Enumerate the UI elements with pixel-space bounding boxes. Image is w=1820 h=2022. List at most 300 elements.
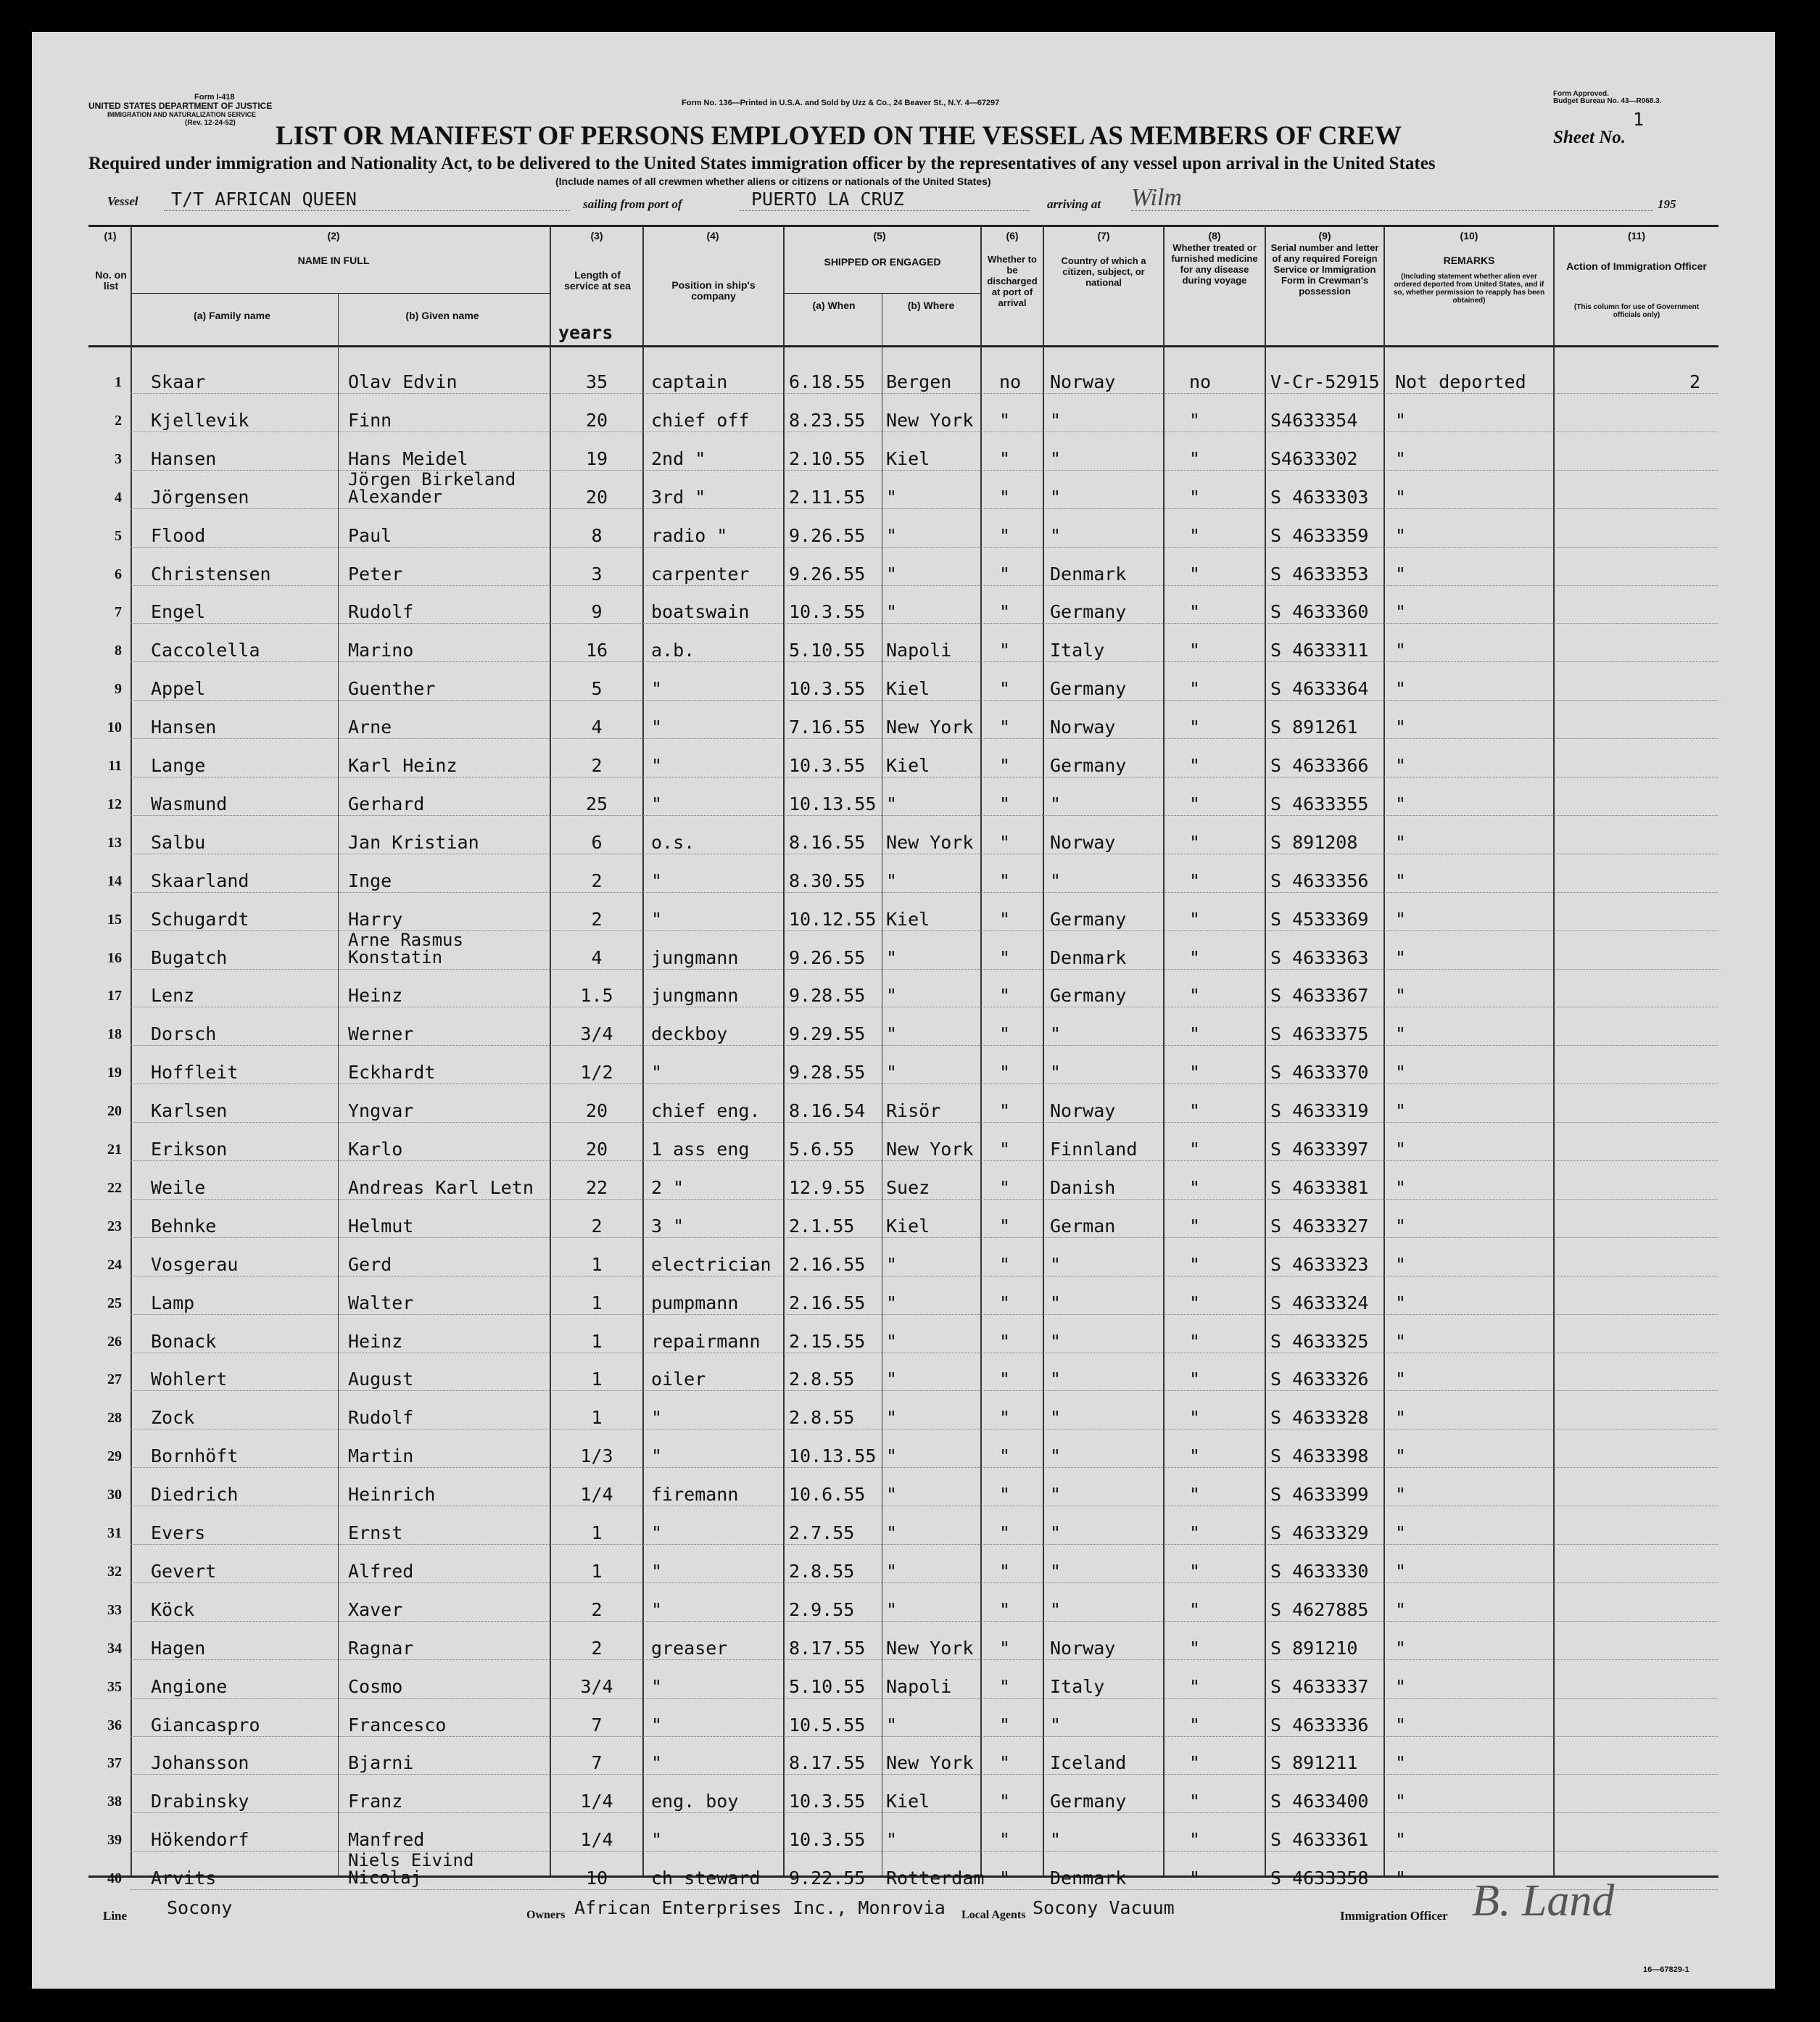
cell-when: 2.9.55 [789,1599,855,1620]
col5-header: SHIPPED OR ENGAGED [824,256,941,268]
cell-discharge: no [999,371,1022,392]
cell-serial: S 4633399 [1270,1484,1369,1505]
cell-family: Hansen [151,448,217,469]
cell-given: Alfred [348,1561,414,1582]
cell-discharge: " [999,1369,1011,1390]
form-title: LIST OR MANIFEST OF PERSONS EMPLOYED ON THE VESSEL AS MEMBERS OF CREW [276,121,1402,151]
cell-remarks: " [1395,1407,1407,1428]
row-number: 14 [107,873,122,889]
cell-discharge: " [999,1599,1011,1620]
cell-remarks: " [1395,640,1407,661]
cell-family: Johansson [151,1752,249,1773]
cell-given: Francesco [348,1714,447,1736]
cell-medicine: " [1189,832,1201,853]
cell-country: " [1050,525,1062,546]
cell-where: Bergen [886,371,952,392]
cell-given: Helmut [348,1216,414,1237]
cell-given: Finn [348,410,392,431]
cell-where: " [886,1407,898,1428]
col4-num: (4) [706,230,719,242]
cell-position: 3rd " [651,487,706,508]
cell-given: Rudolf [348,601,414,622]
cell-where: " [886,1292,898,1313]
cell-remarks: " [1395,755,1407,776]
cell-country: " [1050,1714,1062,1736]
cell-years: 2 [591,1599,603,1620]
cell-years: 1/3 [580,1445,613,1466]
cell-remarks: " [1395,832,1407,853]
cell-when: 10.5.55 [789,1714,866,1736]
cell-years: 4 [591,717,603,738]
cell-serial: S 891261 [1270,717,1358,738]
cell-given: Rudolf [348,1407,414,1428]
cell-where: Kiel [886,448,930,469]
cell-position: a.b. [651,640,695,661]
cell-when: 9.28.55 [789,1062,866,1083]
sailing-port: PUERTO LA CRUZ [751,189,904,210]
cell-family: Köck [151,1599,195,1620]
cell-remarks: " [1395,1561,1407,1582]
cell-given: Karl Heinz [348,755,458,776]
cell-country: Denmark [1050,1868,1127,1889]
revision: (Rev. 12-24-52) [185,119,236,127]
col6-header: Whether to be discharged at port of arrival [987,254,1038,308]
row-number: 32 [107,1564,122,1580]
cell-given: Gerhard [348,793,425,814]
cell-remarks: " [1395,1752,1407,1773]
cell-medicine: " [1189,1599,1201,1620]
cell-serial: S 4627885 [1270,1599,1369,1620]
cell-when: 10.3.55 [789,1791,866,1812]
cell-serial: S 4633323 [1270,1254,1369,1275]
cell-serial: S 891210 [1270,1638,1358,1659]
col1-num: (1) [104,230,117,242]
col10-num: (10) [1460,230,1478,242]
row-number: 20 [107,1103,122,1119]
cell-country: Norway [1050,1638,1116,1659]
cell-serial: S 4633327 [1270,1216,1369,1237]
cell-family: Evers [151,1522,206,1543]
cell-serial: S 4633311 [1270,640,1369,661]
col7-num: (7) [1097,230,1110,242]
row-number: 26 [107,1334,122,1350]
sheet-number: 1 [1633,109,1645,130]
footer-code: 16—67829-1 [1643,1965,1689,1974]
cell-country: " [1050,1445,1062,1466]
vessel-label: Vessel [107,194,138,208]
row-rule [131,1582,1718,1583]
cell-medicine: " [1189,1676,1201,1697]
cell-position: carpenter [651,564,750,585]
cell-discharge: " [999,1829,1011,1850]
line-label: Line [103,1909,128,1923]
agents-label: Local Agents [961,1909,1026,1921]
row-rule [131,1544,1718,1545]
row-number: 24 [107,1257,122,1273]
cell-medicine: " [1189,1062,1201,1083]
cell-where: Napoli [886,1676,952,1697]
col10-note: (Including statement whether alien ever ordered deported from United States, and if so, whether permission to reapply has been obtained) [1393,273,1545,305]
cell-given: Ragnar [348,1638,414,1659]
cell-position: o.s. [651,832,695,853]
cell-country: " [1050,1369,1062,1390]
row-number: 5 [115,528,122,544]
cell-serial: S 4633330 [1270,1561,1369,1582]
row-number: 31 [107,1525,122,1541]
cell-when: 10.3.55 [789,601,866,622]
cell-serial: S 4633329 [1270,1522,1369,1543]
cell-years: 16 [585,640,608,661]
cell-when: 2.8.55 [789,1369,855,1390]
cell-discharge: " [999,1791,1011,1812]
cell-discharge: " [999,1407,1011,1428]
col3-header: Length of service at sea [564,269,631,292]
cell-where: Suez [886,1177,930,1198]
cell-medicine: " [1189,564,1201,585]
cell-position: " [651,1445,663,1466]
cell-family: Bonack [151,1331,217,1352]
cell-discharge: " [999,1254,1011,1275]
row-rule [131,969,1718,970]
cell-position: jungmann [651,985,739,1006]
cell-serial: V-Cr-52915 [1270,371,1380,392]
cell-country: German [1050,1216,1116,1237]
cell-discharge: " [999,525,1011,546]
row-number: 33 [107,1602,122,1618]
cell-family: Vosgerau [151,1254,239,1275]
cell-remarks: " [1395,1254,1407,1275]
row-rule [131,1698,1718,1699]
cell-medicine: " [1189,1216,1201,1237]
cell-given: Hans Meidel [348,448,468,469]
cell-years: 1 [591,1522,603,1543]
col7-header: Country of which a citizen, subject, or national [1061,255,1146,288]
cell-family: Skaar [151,371,206,392]
col5b-header: (b) Where [907,300,955,311]
cell-years: 1/4 [580,1829,613,1850]
cell-medicine: " [1189,1752,1201,1773]
cell-country: " [1050,1023,1062,1044]
col11-num: (11) [1627,230,1646,242]
cell-serial: S 4633366 [1270,755,1369,776]
cell-where: " [886,601,898,622]
cell-years: 8 [591,525,603,546]
cell-given: Heinz [348,1331,403,1352]
cell-medicine: " [1189,410,1201,431]
cell-position: eng. boy [651,1791,739,1812]
cell-when: 8.23.55 [789,410,866,431]
cell-country: Germany [1050,678,1127,699]
row-number: 22 [107,1180,122,1196]
row-rule [131,393,1718,394]
cell-remarks: " [1395,1484,1407,1505]
cell-discharge: " [999,1177,1011,1198]
cell-country: " [1050,1522,1062,1543]
cell-years: 20 [585,410,608,431]
cell-remarks: " [1395,947,1407,968]
cell-when: 8.16.54 [789,1100,866,1121]
cell-years: 7 [591,1714,603,1736]
cell-serial: S 4633358 [1270,1868,1369,1889]
row-number: 35 [107,1679,122,1695]
cell-country: " [1050,1254,1062,1275]
cell-remarks: " [1395,1714,1407,1736]
cell-where: " [886,1254,898,1275]
cell-given: Jörgen Birkeland Alexander [348,469,516,507]
cell-when: 12.9.55 [789,1177,866,1198]
cell-family: Bornhöft [151,1445,239,1466]
cell-serial: S 4633319 [1270,1100,1369,1121]
cell-when: 8.17.55 [789,1638,866,1659]
officer-signature: B. Land [1472,1876,1615,1926]
cell-country: Finnland [1050,1139,1138,1160]
row-rule [131,815,1718,816]
cell-position: 2nd " [651,448,706,469]
cell-remarks: " [1395,1829,1407,1850]
cell-when: 9.26.55 [789,525,866,546]
cell-family: Lange [151,755,206,776]
cell-family: Hoffleit [151,1062,239,1083]
row-number: 12 [107,796,122,812]
cell-where: New York [886,832,974,853]
cell-years: 1.5 [580,985,613,1006]
cell-serial: S 4633397 [1270,1139,1369,1160]
cell-country: Italy [1050,640,1105,661]
cell-position: deckboy [651,1023,728,1044]
cell-country: Iceland [1050,1752,1127,1773]
row-rule [131,700,1718,701]
row-number: 16 [107,950,122,966]
cell-remarks: " [1395,717,1407,738]
cell-years: 9 [591,601,603,622]
cell-where: Kiel [886,1791,930,1812]
cell-when: 9.29.55 [789,1023,866,1044]
col9-header: Serial number and letter of any required Foreign Service or Immigration Form in Crewman's possession [1270,242,1379,297]
cell-serial: S 4633359 [1270,525,1369,546]
cell-remarks: Not deported [1395,371,1526,392]
cell-serial: S 4633328 [1270,1407,1369,1428]
cell-where: " [886,1522,898,1543]
row-number: 27 [107,1371,122,1387]
owners-value: African Enterprises Inc., Monrovia [574,1897,946,1918]
cell-country: Germany [1050,1791,1127,1812]
cell-where: " [886,1331,898,1352]
cell-country: " [1050,1599,1062,1620]
cell-remarks: " [1395,1522,1407,1543]
cell-medicine: " [1189,448,1201,469]
row-number: 28 [107,1410,122,1426]
cell-given: Eckhardt [348,1062,436,1083]
cell-position: 3 " [651,1216,684,1237]
cell-discharge: " [999,1292,1011,1313]
cell-family: Caccolella [151,640,260,661]
cell-when: 10.13.55 [789,793,877,814]
cell-where: " [886,1062,898,1083]
cell-position: 2 " [651,1177,684,1198]
officer-label: Immigration Officer [1340,1909,1448,1923]
cell-serial: S 891208 [1270,832,1358,853]
cell-where: " [886,1023,898,1044]
cell-family: Zock [151,1407,195,1428]
cell-years: 1/4 [580,1791,613,1812]
cell-position: repairmann [651,1331,761,1352]
cell-family: Christensen [151,564,271,585]
cell-remarks: " [1395,1791,1407,1812]
cell-serial: S 4633400 [1270,1791,1369,1812]
cell-discharge: " [999,1676,1011,1697]
cell-when: 2.11.55 [789,487,866,508]
cell-serial: S 4633361 [1270,1829,1369,1850]
cell-discharge: " [999,1561,1011,1582]
row-number: 9 [115,681,122,697]
cell-family: Angione [151,1676,228,1697]
cell-when: 5.10.55 [789,640,866,661]
cell-family: Lenz [151,985,195,1006]
cell-discharge: " [999,909,1011,930]
cell-discharge: " [999,832,1011,853]
cell-serial: S 4633381 [1270,1177,1369,1198]
cell-where: Rotterdam [886,1868,985,1889]
cell-serial: S 4633303 [1270,487,1369,508]
cell-country: Germany [1050,985,1127,1006]
row-rule [131,1160,1718,1161]
cell-position: electrician [651,1254,772,1275]
cell-position: " [651,1714,663,1736]
cell-discharge: " [999,1216,1011,1237]
cell-given: Arne [348,717,392,738]
cell-medicine: " [1189,640,1201,661]
cell-given: Heinrich [348,1484,436,1505]
cell-position: pumpmann [651,1292,739,1313]
cell-remarks: " [1395,1177,1407,1198]
cell-discharge: " [999,1023,1011,1044]
cell-discharge: " [999,448,1011,469]
cell-family: Hökendorf [151,1829,249,1850]
cell-given: Yngvar [348,1100,414,1121]
owners-label: Owners [526,1909,566,1921]
col1-header: No. on list [95,269,127,292]
row-number: 6 [115,566,122,582]
cell-country: Danish [1050,1177,1116,1198]
cell-where: " [886,793,898,814]
cell-given: Marino [348,640,414,661]
cell-discharge: " [999,1062,1011,1083]
cell-years: 1/4 [580,1484,613,1505]
cell-remarks: " [1395,1331,1407,1352]
cell-serial: S 4533369 [1270,909,1369,930]
cell-discharge: " [999,601,1011,622]
cell-where: " [886,947,898,968]
row-rule [131,1774,1718,1775]
cell-where: " [886,1484,898,1505]
row-number: 34 [107,1641,122,1656]
cell-serial: S 4633324 [1270,1292,1369,1313]
cell-years: 1 [591,1331,603,1352]
cell-discharge: " [999,717,1011,738]
cell-medicine: " [1189,1791,1201,1812]
cell-family: Engel [151,601,206,622]
agents-value: Socony Vacuum [1033,1897,1175,1918]
col6-num: (6) [1006,230,1019,242]
cell-years: 1 [591,1561,603,1582]
cell-country: Germany [1050,909,1127,930]
cell-family: Bugatch [151,947,228,968]
cell-where: Napoli [886,640,952,661]
cell-given: Niels Eivind Nicolaj [348,1850,474,1888]
cell-where: New York [886,410,974,431]
cell-when: 2.15.55 [789,1331,866,1352]
cell-remarks: " [1395,1369,1407,1390]
cell-family: Diedrich [151,1484,239,1505]
cell-position: " [651,755,663,776]
cell-given: Bjarni [348,1752,414,1773]
col10-header: REMARKS [1443,255,1495,266]
cell-years: 5 [591,678,603,699]
cell-country: Denmark [1050,947,1127,968]
col2-header: NAME IN FULL [297,255,370,266]
cell-given: Jan Kristian [348,832,479,853]
cell-medicine: " [1189,909,1201,930]
cell-serial: S 4633326 [1270,1369,1369,1390]
row-number: 38 [107,1794,122,1810]
cell-when: 2.7.55 [789,1522,855,1543]
cell-when: 2.1.55 [789,1216,855,1237]
cell-discharge: " [999,1139,1011,1160]
row-number: 37 [107,1755,122,1771]
row-number: 18 [107,1026,122,1042]
cell-medicine: " [1189,985,1201,1006]
row-number: 3 [115,451,122,467]
line-value: Socony [167,1897,233,1918]
cell-position: 1 ass eng [651,1139,750,1160]
row-rule [131,1736,1718,1737]
arriving-port: Wilm [1131,184,1182,211]
cell-serial: S 4633360 [1270,601,1369,622]
cell-remarks: " [1395,909,1407,930]
col2-num: (2) [327,230,340,242]
cell-where: " [886,564,898,585]
cell-years: 1/2 [580,1062,613,1083]
cell-when: 9.28.55 [789,985,866,1006]
cell-where: " [886,1714,898,1736]
cell-when: 5.6.55 [789,1139,855,1160]
cell-years: 2 [591,755,603,776]
cell-remarks: " [1395,1676,1407,1697]
cell-where: " [886,487,898,508]
row-rule [131,1812,1718,1813]
cell-given: Guenther [348,678,436,699]
cell-country: Norway [1050,1100,1116,1121]
cell-when: 9.22.55 [789,1868,866,1889]
cell-remarks: " [1395,525,1407,546]
cell-position: radio " [651,525,728,546]
cell-years: 1 [591,1407,603,1428]
cell-when: 8.16.55 [789,832,866,853]
cell-medicine: " [1189,793,1201,814]
cell-medicine: " [1189,1407,1201,1428]
col3-num: (3) [590,230,603,242]
cell-where: " [886,1561,898,1582]
cell-family: Wasmund [151,793,228,814]
cell-when: 2.10.55 [789,448,866,469]
form-approved: Form Approved. [1553,90,1609,98]
row-number: 21 [107,1142,122,1158]
row-number: 19 [107,1065,122,1081]
cell-where: New York [886,1139,974,1160]
cell-serial: S4633354 [1270,410,1358,431]
cell-position: " [651,793,663,814]
printer-note: Form No. 136—Printed in U.S.A. and Sold by Uzz & Co., 24 Beaver St., N.Y. 4—67297 [682,99,1000,107]
